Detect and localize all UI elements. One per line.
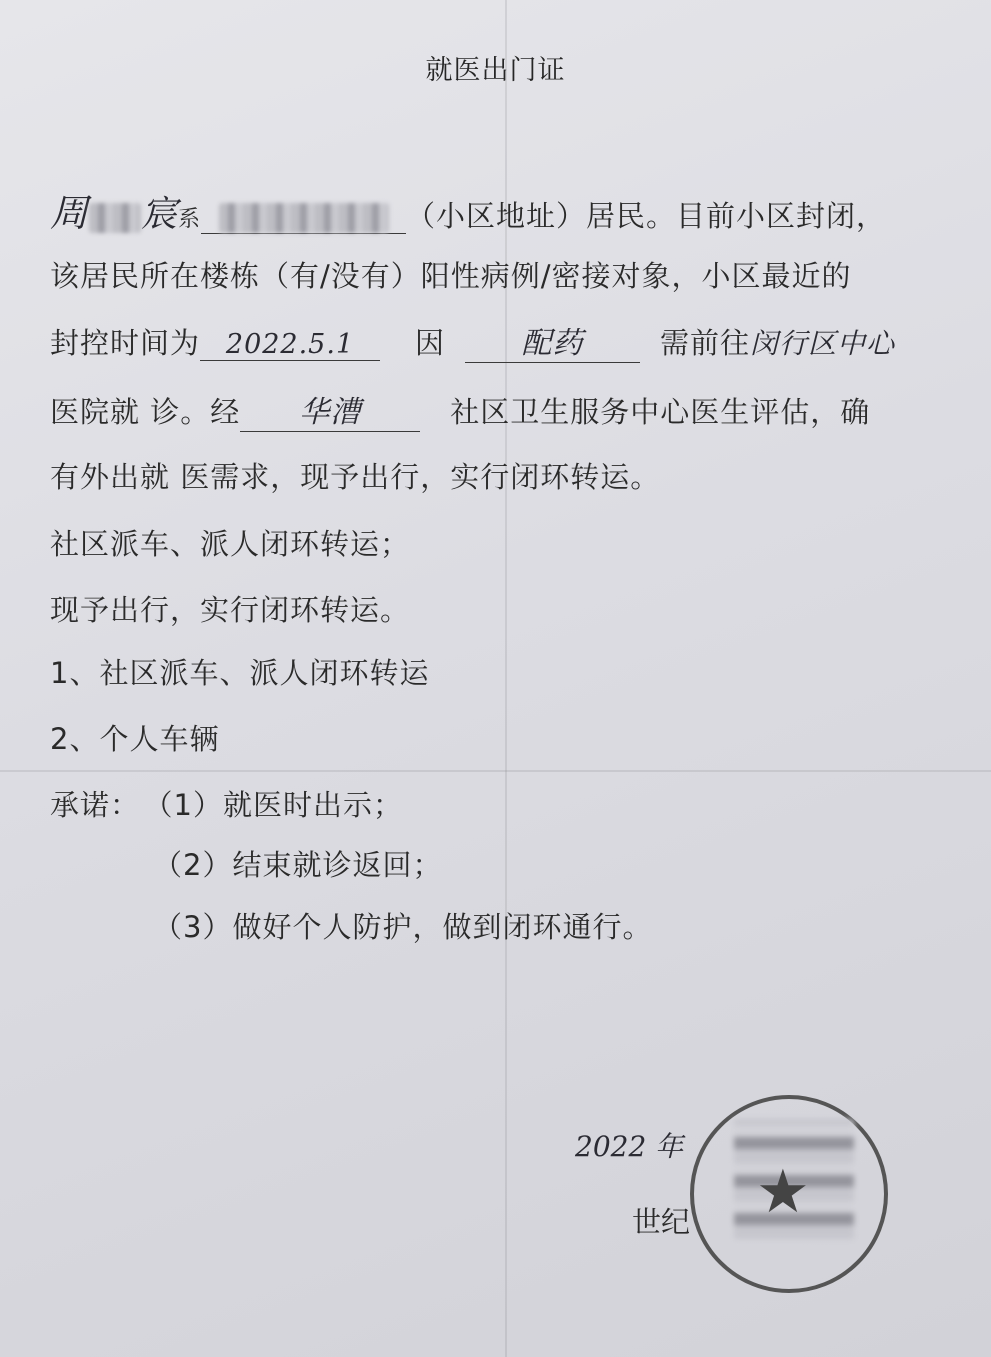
paragraph-line-4 [50,387,870,432]
handwritten-community: 华漕 [299,395,362,430]
promise-line-1 [50,783,403,824]
handwritten-date: 2022.5.1 [225,329,355,360]
hospital-label: 医院就 诊。经 [50,395,241,429]
document-title: 就医出门证 [425,55,566,86]
address-label: （小区地址）居民。目前小区封闭， [406,199,887,233]
handwritten-footer-date: 2022 年 [575,1130,684,1163]
xi-label: 系 [178,207,202,232]
fold-line [0,770,991,772]
redacted-address [219,203,389,233]
paragraph-line-5: 有外出就 医需求，现予出行，实行闭环转运。 [50,460,661,494]
need-go-label: 需前往 [660,326,751,360]
option-2: 2、个人车辆 [50,722,220,756]
assessment-label: 社区卫生服务中心医生评估，确 [450,395,871,429]
paragraph-line-3 [50,318,895,363]
reason-blank [465,318,640,363]
paragraph-line-6: 社区派车、派人闭环转运； [50,527,411,561]
because-label: 因 [415,326,446,360]
issuer-org: 世纪 [632,1205,691,1239]
date-blank [200,326,380,361]
promise-item-1: （1）就医时出示； [158,788,403,822]
address-blank [201,199,406,234]
paragraph-line-2: 该居民所在楼栋（有/没有）阳性病例/密接对象，小区最近的 [50,259,852,293]
promise-item-3: （3）做好个人防护，做到闭环通行。 [153,910,653,944]
official-seal [690,1095,888,1293]
paragraph-line-7: 现予出行，实行闭环转运。 [50,593,411,627]
handwritten-name: 周 [50,191,90,235]
community-blank [240,387,420,432]
promise-item-2: （2）结束就诊返回； [153,848,443,882]
handwritten-reason: 配药 [521,326,584,361]
paragraph-line-1 [50,182,886,237]
redacted-name [89,203,141,233]
star-icon: ★ [756,1157,810,1227]
seal-time-label: 封控时间为 [50,326,201,360]
option-1: 1、社区派车、派人闭环转运 [50,656,430,690]
handwritten-place: 闵行区中心 [750,327,896,360]
promise-label: 承诺： [50,788,141,822]
handwritten-name-end: 宸 [141,194,179,235]
